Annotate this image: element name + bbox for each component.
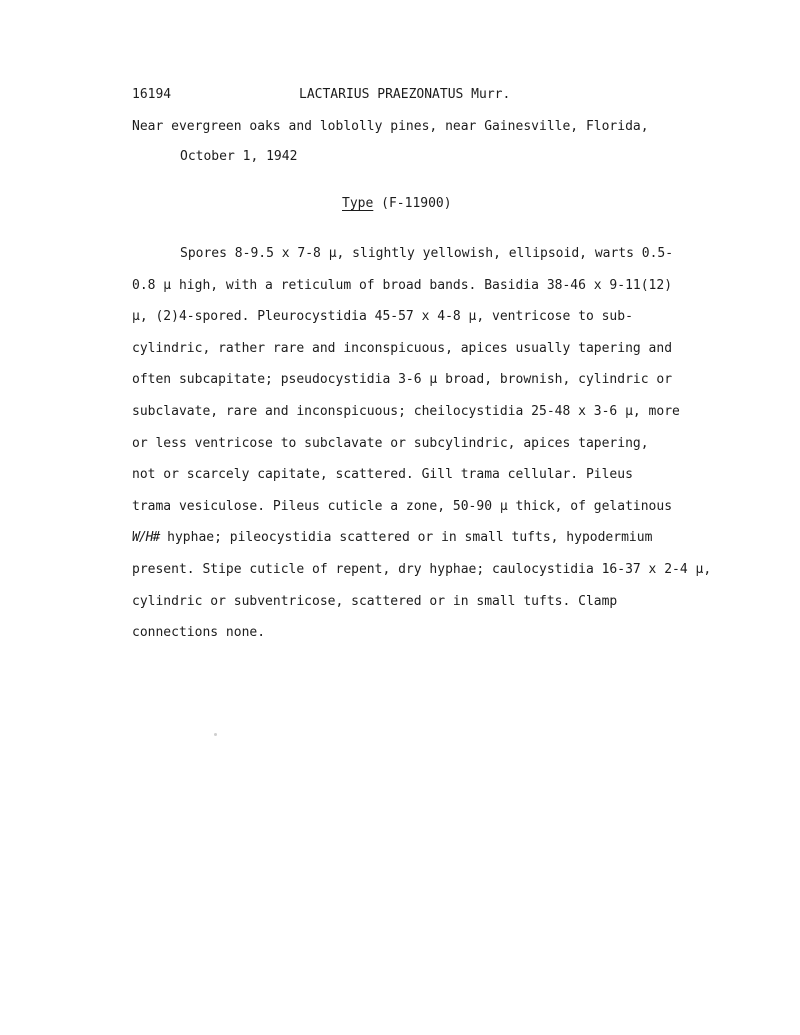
type-heading xyxy=(342,193,452,215)
description-line: often subcapitate; pseudocystidia 3-6 µ broad, brownish, cylindric or xyxy=(132,372,673,388)
description-line xyxy=(132,522,732,554)
description-line: µ, (2)4-spored. Pleurocystidia 45-57 x 4-8 µ, ventricose to sub- xyxy=(132,309,633,325)
accession-number: 16194 xyxy=(132,87,172,102)
description-line: Spores 8-9.5 x 7-8 µ, slightly yellowish, ellipsoid, warts 0.5- xyxy=(180,246,674,261)
description-line: connections none. xyxy=(132,625,266,641)
collection-locality: Near evergreen oaks and loblolly pines, near Gainesville, Florida, xyxy=(132,119,649,134)
struck-out-word: W/H# xyxy=(132,530,160,546)
collection-date: October 1, 1942 xyxy=(180,149,298,164)
header-line xyxy=(132,84,732,106)
description-paragraph xyxy=(132,238,732,649)
description-line: not or scarcely capitate, scattered. Gill trama cellular. Pileus xyxy=(132,467,633,483)
description-line: subclavate, rare and inconspicuous; cheilocystidia 25-48 x 3-6 µ, more xyxy=(132,403,680,419)
type-label: Type xyxy=(342,196,374,211)
description-line: 0.8 µ high, with a reticulum of broad bands. Basidia 38-46 x 9-11(12) xyxy=(132,277,673,293)
description-line: trama vesiculose. Pileus cuticle a zone, 50-90 µ thick, of gelatinous xyxy=(132,498,673,514)
description-line: or less ventricose to subclavate or subcylindric, apices tapering, xyxy=(132,435,649,451)
scan-speck xyxy=(214,733,217,736)
description-line: cylindric or subventricose, scattered or in small tufts. Clamp xyxy=(132,593,618,609)
description-line-rest: hyphae; pileocystidia scattered or in small tufts, hypodermium xyxy=(159,530,653,546)
type-specimen-number: (F-11900) xyxy=(381,196,452,211)
description-line: cylindric, rather rare and inconspicuous, apices usually tapering and xyxy=(132,340,673,356)
species-name: LACTARIUS PRAEZONATUS Murr. xyxy=(299,87,511,102)
description-line: present. Stipe cuticle of repent, dry hyphae; caulocystidia 16-37 x 2-4 µ, xyxy=(132,561,712,577)
